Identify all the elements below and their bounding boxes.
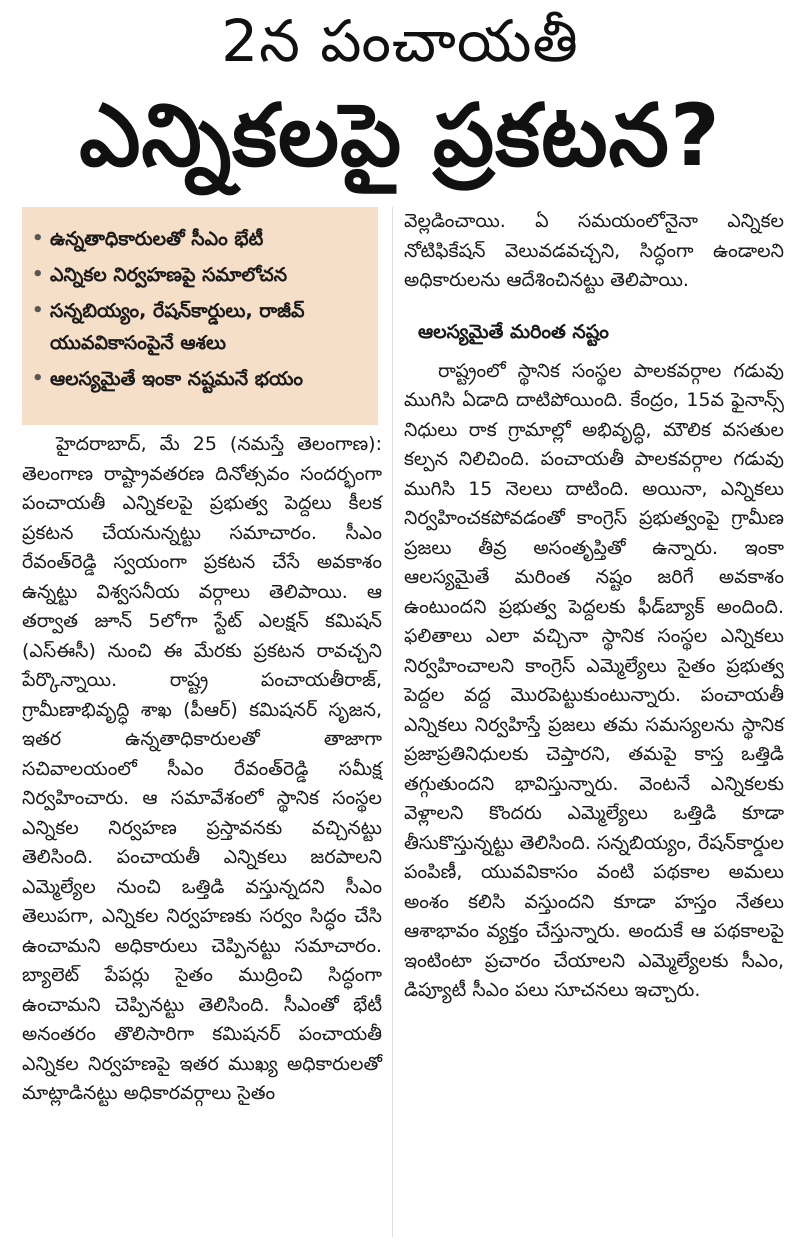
body-paragraph: రాష్ట్రంలో స్థానిక సంస్థల పాలకవర్గాల గడువు ముగిసి ఏడాది దాటిపోయింది. కేంద్రం, 15వ ఫైనాన్స్ నిధులు రాక గ్రామాల్లో అభివృద్ధి, మౌలిక వసతుల కల్పన నిలిచింది. పంచాయతీ పాలకవర్గాల గడువు ముగిసి 15 నెలలు దాటింది. అయినా, ఎన్నికలు నిర్వహించకపోవడంతో కాంగ్రెస్ ప్రభుత్వంపై గ్రామీణ ప్రజలు తీవ్ర అసంతృప్తితో ఉన్నారు. ఇంకా ఆలస్యమైతే మరింత నష్టం జరిగే అవకాశం ఉంటుందని ప్రభుత్వ పెద్దలకు ఫీడ్‌బ్యాక్ అందింది. ఫలితాలు ఎలా వచ్చినా స్థానిక సంస్థల ఎన్నికలు నిర్వహించాలని కాంగ్రెస్ ఎమ్మెల్యేలు సైతం ప్రభుత్వ పెద్దల వద్ద మొరపెట్టుకుంటున్నారు. పంచాయతీ ఎన్నికలు నిర్వహిస్తే ప్రజలు తమ సమస్యలను స్థానిక ప్రజాప్రతినిధులకు చెప్తారని, తమపై కాస్త ఒత్తిడి తగ్గుతుందని భావిస్తున్నారు. వెంటనే ఎన్నికలకు వెళ్లాలని కొందరు ఎమ్మెల్యేలు ఒత్తిడి కూడా తీసుకొస్తున్నట్టు తెలిసింది. సన్నబియ్యం, రేషన్‌కార్డుల పంపిణీ, యువవికాసం వంటి పథకాల అమలు అంశం కలిసి వస్తుందని కూడా హస్తం నేతలు ఆశాభావం వ్యక్తం చేస్తున్నారు. అందుకే ఆ పథకాలపై ఇంటింటా ప్రచారం చేయాలని ఎమ్మెల్యేలకు సీఎం, డిప్యూటీ సీఎం పలు సూచనలు ఇచ్చారు. — [404, 359, 784, 1001]
headline-line-1: 2న పంచాయతీ — [221, 7, 579, 75]
headline-line-2: ఎన్నికలపై ప్రకటన? — [79, 86, 721, 186]
highlight-item — [32, 259, 370, 291]
bullet-icon: • — [32, 368, 44, 389]
right-column — [404, 207, 784, 1014]
highlight-item — [32, 223, 370, 255]
bullet-icon: • — [32, 228, 44, 249]
highlight-item — [32, 363, 370, 395]
highlight-text: ఆలస్యమైతే ఇంకా నష్టమనే భయం — [50, 368, 304, 390]
highlight-text: సన్నబియ్యం, రేషన్‌కార్డులు, రాజీవ్ యువవికాసంపైనే ఆశలు — [50, 300, 305, 354]
left-column — [22, 430, 382, 1117]
highlights-box — [22, 207, 378, 425]
highlight-text: ఎన్నికల నిర్వహణపై సమాలోచన — [50, 264, 288, 286]
column-divider — [392, 207, 393, 1237]
bullet-icon: • — [32, 300, 44, 321]
highlight-item — [32, 295, 370, 359]
body-paragraph: హైదరాబాద్, మే 25 (నమస్తే తెలంగాణ): తెలంగాణ రాష్ట్రావతరణ దినోత్సవం సందర్భంగా పంచాయతీ ఎన్నికలపై ప్రభుత్వ పెద్దలు కీలక ప్రకటన చేయనున్నట్టు సమాచారం. సీఎం రేవంత్‌రెడ్డి స్వయంగా ప్రకటన చేసే అవకాశం ఉన్నట్టు విశ్వసనీయ వర్గాలు తెలిపాయి. ఆ తర్వాత జూన్ 5లోగా స్టేట్ ఎలక్షన్ కమిషన్ (ఎస్‌ఈసీ) నుంచి ఈ మేరకు ప్రకటన రావచ్చని పేర్కొన్నాయి. రాష్ట్ర పంచాయతీరాజ్, గ్రామీణాభివృద్ధి శాఖ (పీఆర్) కమిషనర్ సృజన, ఇతర ఉన్నతాధికారులతో తాజాగా సచివాలయంలో సీఎం రేవంత్‌రెడ్డి సమీక్ష నిర్వహించారు. ఆ సమావేశంలో స్థానిక సంస్థల ఎన్నికల నిర్వహణ ప్రస్తావనకు వచ్చినట్టు తెలిసింది. పంచాయతీ ఎన్నికలు జరపాలని ఎమ్మెల్యేల నుంచి ఒత్తిడి వస్తున్నదని సీఎం తెలుపగా, ఎన్నికల నిర్వహణకు సర్వం సిద్ధం చేసి ఉంచామని అధికారులు చెప్పినట్టు సమాచారం. బ్యాలెట్ పేపర్లు సైతం ముద్రించి సిద్ధంగా ఉంచామని చెప్పినట్టు తెలిసింది. సీఎంతో భేటీ అనంతరం తొలిసారిగా కమిషనర్ పంచాయతీ ఎన్నికల నిర్వహణపై ఇతర ముఖ్య అధికారులతో మాట్లాడినట్టు అధికారవర్గాలు సైతం — [22, 433, 382, 1104]
continued-paragraph: వెల్లడించాయి. ఏ సమయంలోనైనా ఎన్నికల నోటిఫికేషన్ వెలువడవచ్చని, సిద్ధంగా ఉండాలని అధికారులను ఆదేశించినట్టు తెలిపాయి. — [404, 210, 784, 291]
highlight-text: ఉన్నతాధికారులతో సీఎం భేటీ — [50, 228, 264, 250]
bullet-icon: • — [32, 264, 44, 285]
subheading: ఆలస్యమైతే మరింత నష్టం — [418, 320, 609, 343]
